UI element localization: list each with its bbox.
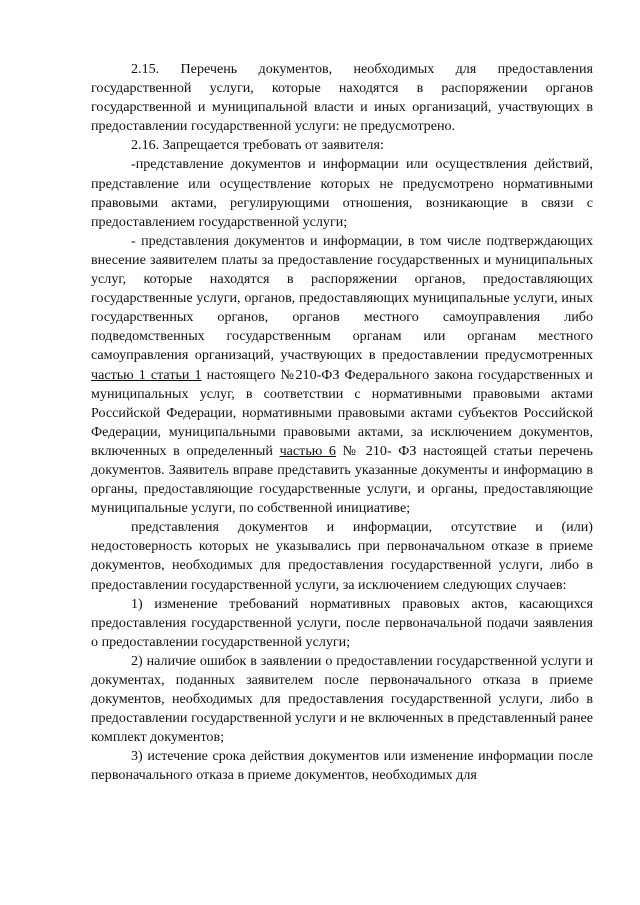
- text-segment: 1) изменение требований нормативных правовых актов, касающихся предоставления государственной услуги, после первоначальной подачи заявления о предоставлении государственной услуги;: [91, 595, 593, 650]
- text-segment: представления документов и информации, отсутствие и (или) недостоверность которых не указывались при первоначальном отказе в приеме документов, необходимых для предоставления государственной услуги, либо в предоставлении государственной услуги, за исключением следующих случаев:: [91, 519, 593, 593]
- paragraph-case-2: [91, 652, 593, 747]
- text-segment: настоящего №210-ФЗ Федерального закона государственных и муниципальных услуг, в соответствии с нормативными правовыми актами Российской Федерации, нормативными правовыми актами субъектов Российской Федерации, муниципальными правовыми актами, за исключением документов, включенных в определенный: [91, 366, 593, 459]
- paragraph-2-16: [91, 136, 593, 155]
- paragraph-prohibition-1: [91, 155, 593, 231]
- text-segment: 2.15. Перечень документов, необходимых для предоставления государственной услуги, которые находятся в распоряжении органов государственной и муниципальной власти и иных организаций, участвующих в предоставлении государственной услуги: не предусмотрено.: [91, 61, 593, 135]
- law-reference-link: частью 6: [279, 442, 336, 459]
- paragraph-prohibition-3: [91, 518, 593, 594]
- paragraph-prohibition-2: [91, 232, 593, 518]
- text-segment: - представления документов и информации, в том числе подтверждающих внесение заявителем платы за предоставление государственных и муниципальных услуг, которые находятся в распоряжении органов, предоставляющих государственные услуги, органов, предоставляющих муниципальные услуги, иных государственных органов, органов местного самоуправления либо подведомственных государственным органам или органам местного самоуправления организаций, участвующих в предоставлении предусмотренных: [91, 232, 593, 364]
- text-segment: № 210- ФЗ настоящей статьи перечень документов. Заявитель вправе представить указанные документы и информацию в органы, предоставляющие государственные услуги, и органы, предоставляющие муниципальные услуги, по собственной инициативе;: [91, 442, 593, 517]
- law-reference-link: частью 1 статьи 1: [91, 366, 202, 383]
- text-segment: 2.16. Запрещается требовать от заявителя:: [131, 137, 384, 154]
- text-segment: 3) истечение срока действия документов или изменение информации после первоначального отказа в приеме документов, необходимых для: [91, 748, 593, 784]
- text-segment: -представление документов и информации или осуществления действий, представление или осуществление которых не предусмотрено нормативными правовыми актами, регулирующими отношения, возникающие в связи с предоставлением государственной услуги;: [91, 156, 593, 230]
- text-segment: 2) наличие ошибок в заявлении о предоставлении государственной услуги и документах, поданных заявителем после первоначального отказа в приеме документов, необходимых для предоставления государственной услуги, либо в предоставлении государственной услуги и не включенных в представленный ранее комплект документов;: [91, 652, 593, 746]
- paragraph-2-15: [91, 60, 593, 136]
- paragraph-case-3: [91, 747, 593, 785]
- paragraph-case-1: [91, 595, 593, 652]
